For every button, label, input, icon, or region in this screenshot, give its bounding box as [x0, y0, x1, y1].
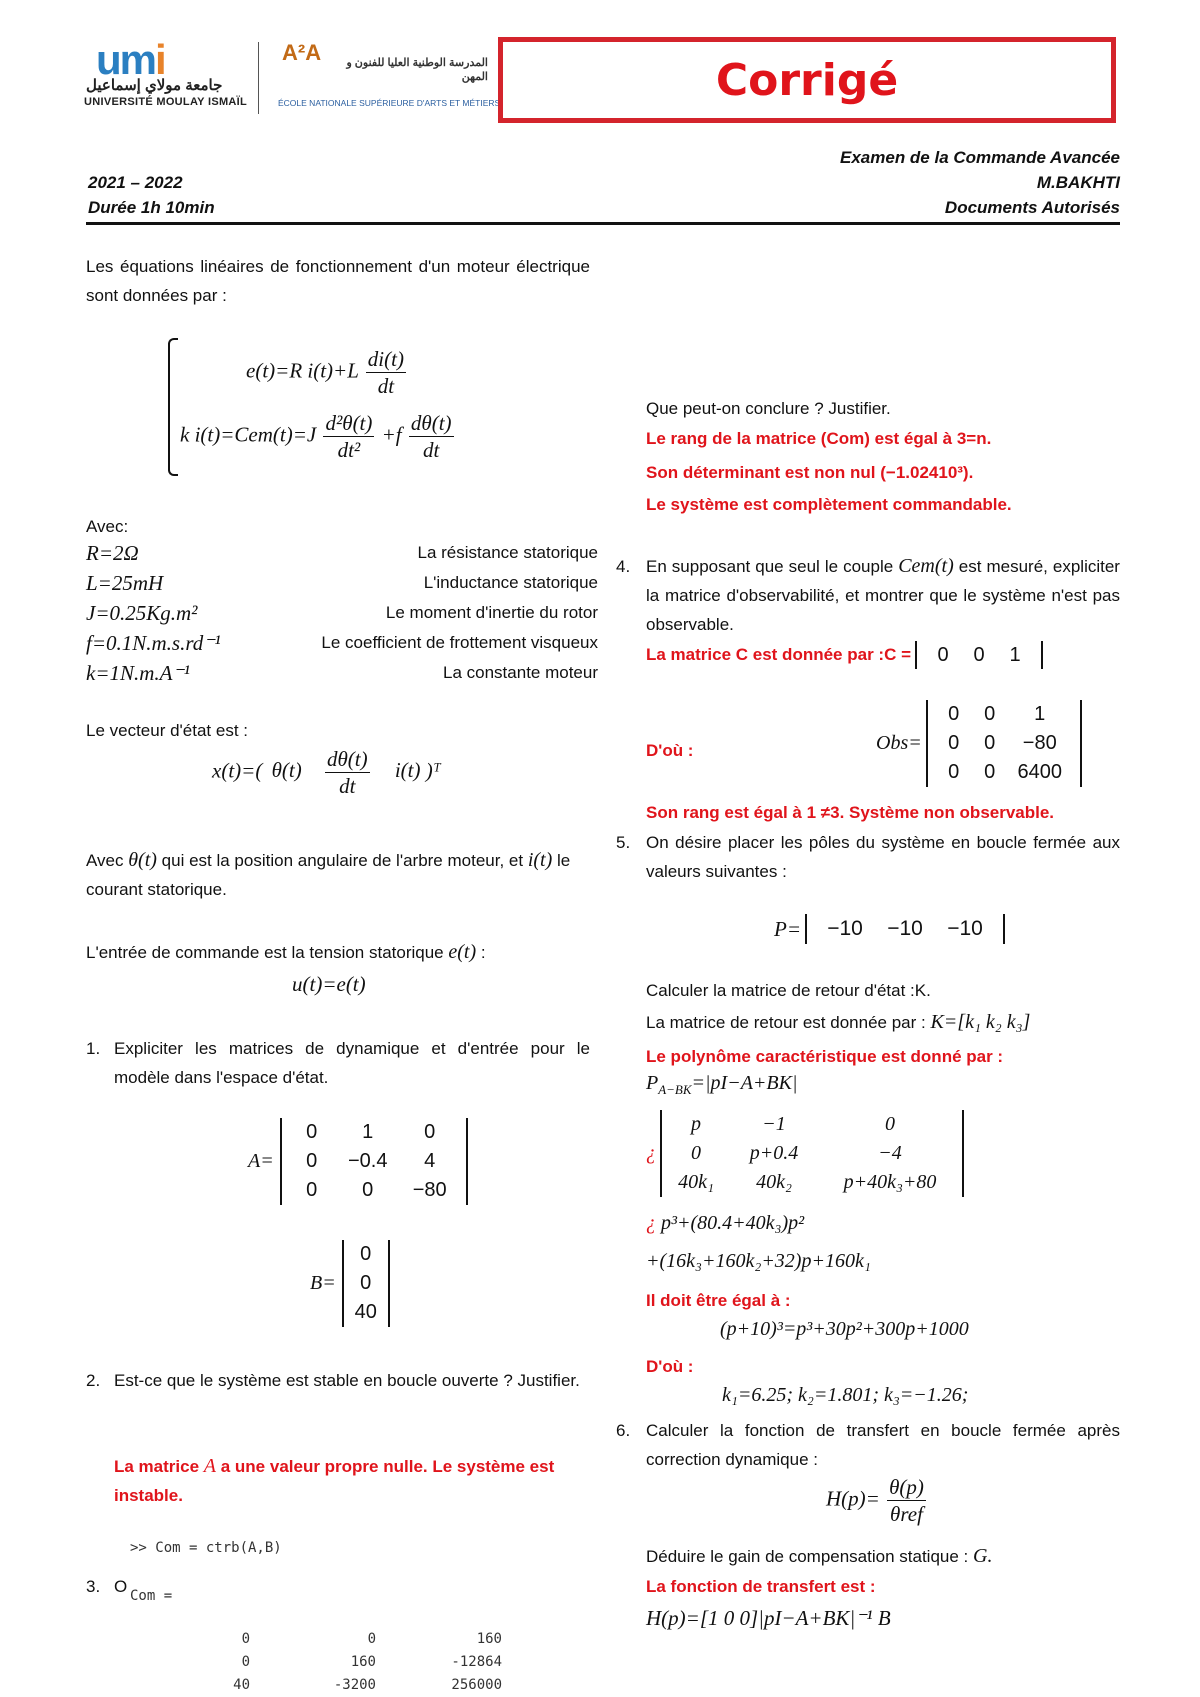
tf-expression: H(p)=[1 0 0]|pI−A+BK|⁻¹ B — [646, 1606, 891, 1630]
param-row — [86, 658, 598, 688]
q3-answer-conclusion: Le système est complètement commandable. — [646, 495, 1012, 514]
umi-logo-mark: umi — [96, 36, 165, 83]
param-symbol: L=25mH — [86, 570, 164, 595]
ensam-logo — [268, 40, 501, 120]
q3-question: Que peut-on conclure ? Justifier. — [646, 399, 891, 418]
param-symbol: R=2Ω — [86, 540, 139, 565]
q4-number: 4. — [616, 557, 631, 576]
system-brace — [168, 338, 178, 476]
logo-divider — [258, 42, 259, 114]
poly-label: Le polynôme caractéristique est donné par : — [646, 1047, 1004, 1066]
exam-year: 2021 – 2022 — [88, 173, 183, 192]
umi-logo — [82, 36, 262, 116]
equation-system — [168, 338, 588, 474]
ensam-arabic-name: المدرسة الوطنية العليا للفنون و المهن — [346, 57, 488, 83]
param-desc: La résistance statorique — [417, 543, 598, 562]
obs-matrix: Obs= 0 0 1 0 0 −80 0 0 6400 — [876, 700, 1082, 787]
poly-expansion-2: +(16k₃+160k₂+32)p+160k₁ — [646, 1250, 871, 1272]
param-row — [86, 538, 598, 568]
target-polynomial: (p+10)³=p³+30p²+300p+1000 — [720, 1318, 969, 1340]
q3-answer-rank: Le rang de la matrice (Com) est égal à 3=n. — [646, 429, 992, 448]
params-list — [86, 538, 598, 688]
com-matrix: 0 0 160 0 160 -12864 40 -3200 256000 — [233, 1631, 502, 1693]
param-symbol: J=0.25Kg.m² — [86, 600, 198, 625]
q5-text: On désire placer les pôles du système en boucle fermée aux valeurs suivantes : — [646, 833, 1120, 881]
exam-documents: Documents Autorisés — [944, 198, 1120, 217]
q3-prefix: O — [114, 1577, 128, 1596]
matrix-B: B= 0 0 40 — [310, 1240, 390, 1327]
poles-vector: P= −10 −10 −10 — [774, 914, 1005, 944]
q2-number: 2. — [86, 1371, 101, 1390]
q2-answer: La matrice A a une valeur propre nulle. Le système est instable. — [114, 1455, 555, 1505]
ensam-logo-mark: A²A — [282, 40, 322, 65]
state-description: Avec θ(t) qui est la position angulaire de l'arbre moteur, et i(t) le courant statorique. — [86, 849, 571, 899]
exam-name: Examen de la Commande Avancée — [840, 148, 1120, 167]
param-row — [86, 598, 598, 628]
q3-number: 3. — [86, 1577, 101, 1596]
param-desc: Le moment d'inertie du rotor — [385, 603, 598, 622]
param-symbol: f=0.1N.m.s.rd⁻¹ — [86, 630, 221, 655]
state-label: Le vecteur d'état est : — [86, 721, 249, 740]
q4-dou: D'où : — [646, 741, 694, 760]
poly-determinant: ¿ p −1 0 0 p+0.4 −4 40k₁ 40k₂ p+40k₃+80 — [646, 1110, 964, 1197]
q1-text: Expliciter les matrices de dynamique et d'entrée pour le modèle dans l'espace d'état. — [114, 1039, 590, 1087]
input-equation: u(t)=e(t) — [292, 972, 366, 996]
q2-text: Est-ce que le système est stable en boucle ouverte ? Justifier. — [114, 1371, 580, 1390]
matlab-command: >> Com = ctrb(A,B) — [130, 1540, 282, 1556]
params-label: Avec: — [86, 517, 129, 536]
com-label: Com = — [130, 1588, 173, 1604]
state-vector: x(t)=( θ(t) $\frac{d\theta(t)}{dt}$ i(t) )ᵀ — [212, 747, 441, 798]
page-title: Corrigé — [715, 55, 899, 106]
corrige-box — [498, 37, 1116, 123]
equation-1: e(t)=R i(t)+L $\frac{di(t)}{dt}$ — [246, 347, 404, 398]
equal-label: Il doit être égal à : — [646, 1291, 791, 1310]
param-symbol: k=1N.m.A⁻¹ — [86, 660, 190, 685]
q6-text: Calculer la fonction de transfert en boucle fermée après correction dynamique : — [646, 1421, 1120, 1469]
q1-number: 1. — [86, 1039, 101, 1058]
q6-number: 6. — [616, 1421, 631, 1440]
q3-answer-det: Son déterminant est non nul (−1.02410³). — [646, 463, 974, 482]
param-row — [86, 628, 598, 658]
param-row — [86, 568, 598, 598]
header-rule — [86, 222, 1120, 225]
poly-definition: $P_{A-BK}=|pI-A+BK|$ — [646, 1072, 798, 1097]
q4-text: En supposant que seul le couple Cem(t) est mesuré, expliciter la matrice d'observabilité, et montrer que le système n'est pas observable. — [646, 555, 1120, 634]
equation-2: k i(t)=Cem(t)=J $\frac{\text{d²θ(t)}}{\text{dt²}}$ +f $\frac{d\theta(t)}{dt}$ — [180, 411, 452, 462]
intro-text: Les équations linéaires de fonctionnement d'un moteur électrique sont données par : — [86, 257, 590, 305]
c-matrix-line: La matrice C est donnée par :C = 0 0 1 — [646, 640, 1043, 669]
q5-number: 5. — [616, 833, 631, 852]
closed-loop-tf: H(p)= $\frac{\theta(p)}{\text{θref}}$ — [826, 1475, 924, 1526]
ensam-latin-name: ÉCOLE NATIONALE SUPÉRIEURE D'ARTS ET MÉTIERS — [278, 98, 501, 108]
tf-label: La fonction de transfert est : — [646, 1577, 876, 1596]
input-text: L'entrée de commande est la tension statorique e(t) : — [86, 941, 486, 963]
gains-result: k₁=6.25; k₂=1.801; k₃=−1.26; — [722, 1384, 969, 1406]
poly-expansion-1: ¿ p³+(80.4+40k₃)p² — [646, 1212, 805, 1234]
q5-calc: Calculer la matrice de retour d'état :K. — [646, 981, 931, 1000]
param-desc: L'inductance statorique — [423, 573, 598, 592]
exam-duration: Durée 1h 10min — [88, 198, 215, 217]
param-desc: La constante moteur — [443, 663, 598, 682]
q4-answer-rank: Son rang est égal à 1 ≠3. Système non observable. — [646, 803, 1055, 822]
k-definition: La matrice de retour est donnée par : K=[k₁ k₂ k₃] — [646, 1011, 1031, 1033]
umi-latin-name: UNIVERSITÉ MOULAY ISMAÏL — [84, 96, 248, 108]
exam-author: M.BAKHTI — [1036, 173, 1120, 192]
gain-text: Déduire le gain de compensation statique : G. — [646, 1545, 993, 1567]
matrix-A: A= 0 1 0 0 −0.4 4 0 0 −80 — [248, 1118, 468, 1205]
param-desc: Le coefficient de frottement visqueux — [321, 633, 598, 652]
q5-dou: D'où : — [646, 1357, 694, 1376]
umi-arabic-name: جامعة مولاي إسماعيل — [86, 77, 223, 94]
